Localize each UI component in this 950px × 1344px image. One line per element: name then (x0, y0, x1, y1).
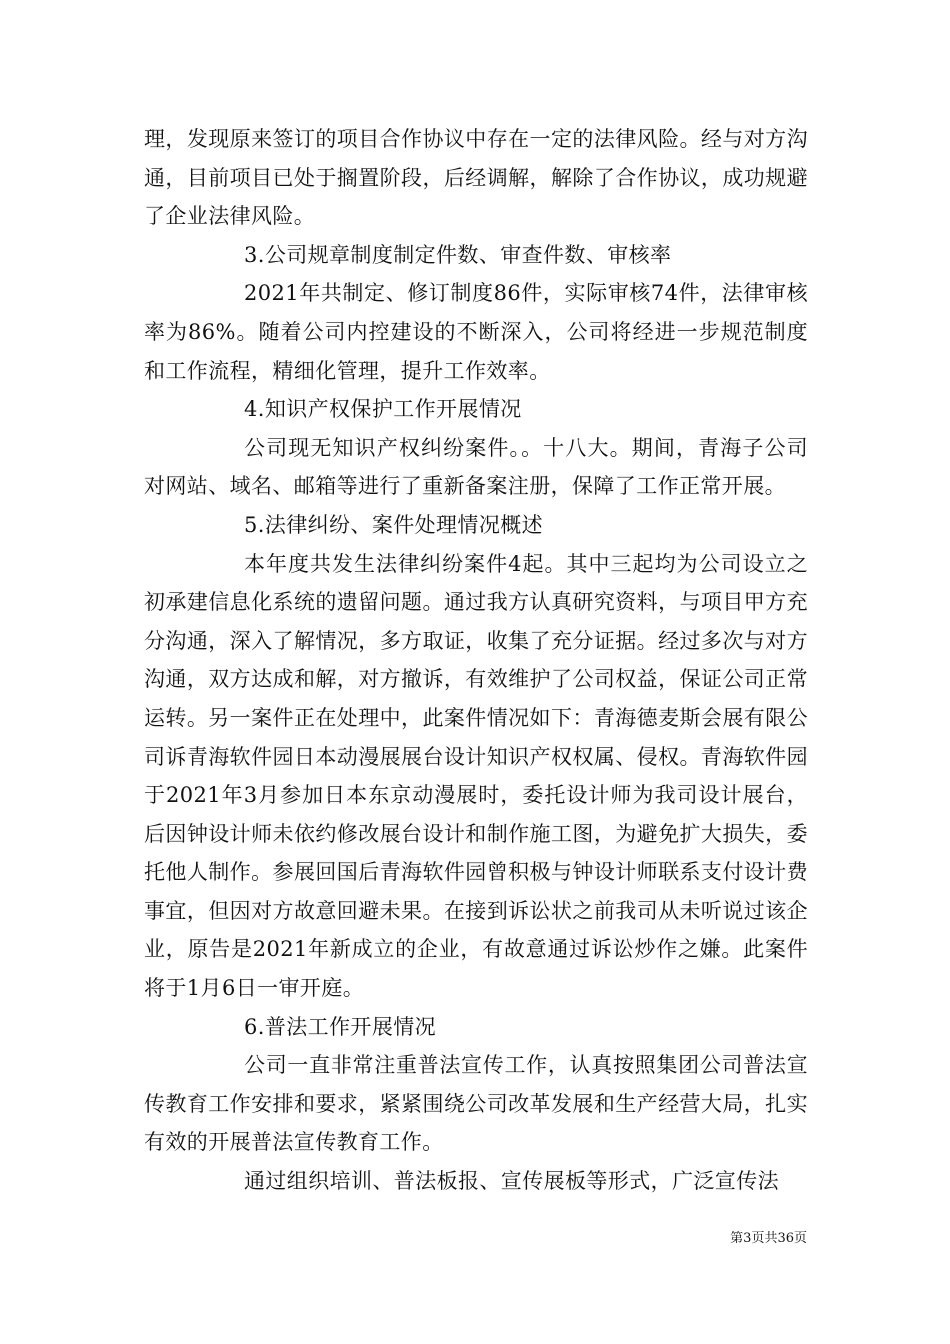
section-heading-5: 5.法律纠纷、案件处理情况概述 (244, 512, 544, 537)
paragraph-regulations: 2021年共制定、修订制度86件，实际审核74件，法律审核率为86%。随着公司内控建设的不断深入，公司将经进一步规范制度和工作流程，精细化管理，提升工作效率。 (144, 281, 808, 383)
paragraph-training: 通过组织培训、普法板报、宣传展板等形式，广泛宣传法 (244, 1169, 779, 1194)
section-heading-6: 6.普法工作开展情况 (244, 1014, 437, 1039)
section-heading-3: 3.公司规章制度制定件数、审查件数、审核率 (244, 242, 672, 267)
document-body (144, 120, 808, 1201)
paragraph-legal-disputes: 本年度共发生法律纠纷案件4起。其中三起均为公司设立之初承建信息化系统的遗留问题。通过我方认真研究资料，与项目甲方充分沟通，深入了解情况，多方取证，收集了充分证据。经过多次与对方沟通，双方达成和解，对方撤诉，有效维护了公司权益，保证公司正常运转。另一案件正在处理中，此案件情况如下：青海德麦斯会展有限公司诉青海软件园日本动漫展展台设计知识产权权属、侵权。青海软件园于2021年3月参加日本东京动漫展时，委托设计师为我司设计展台，后因钟设计师未依约修改展台设计和制作施工图，为避免扩大损失，委托他人制作。参展回国后青海软件园曾积极与钟设计师联系支付设计费事宜，但因对方故意回避未果。在接到诉讼状之前我司从未听说过该企业，原告是2021年新成立的企业，有故意通过诉讼炒作之嫌。此案件将于1月6日一审开庭。 (144, 551, 808, 1001)
paragraph-legal-education: 公司一直非常注重普法宣传工作，认真按照集团公司普法宣传教育工作安排和要求，紧紧围绕公司改革发展和生产经营大局，扎实有效的开展普法宣传教育工作。 (144, 1053, 808, 1155)
paragraph-continued: 理，发现原来签订的项目合作协议中存在一定的法律风险。经与对方沟通，目前项目已处于搁置阶段，后经调解，解除了合作协议，成功规避了企业法律风险。 (144, 127, 808, 229)
page-number-footer: 第3页共36页 (730, 1231, 807, 1246)
section-heading-4: 4.知识产权保护工作开展情况 (244, 397, 522, 422)
paragraph-ip-protection: 公司现无知识产权纠纷案件。。十八大。期间，青海子公司对网站、域名、邮箱等进行了重新备案注册，保障了工作正常开展。 (144, 435, 808, 499)
